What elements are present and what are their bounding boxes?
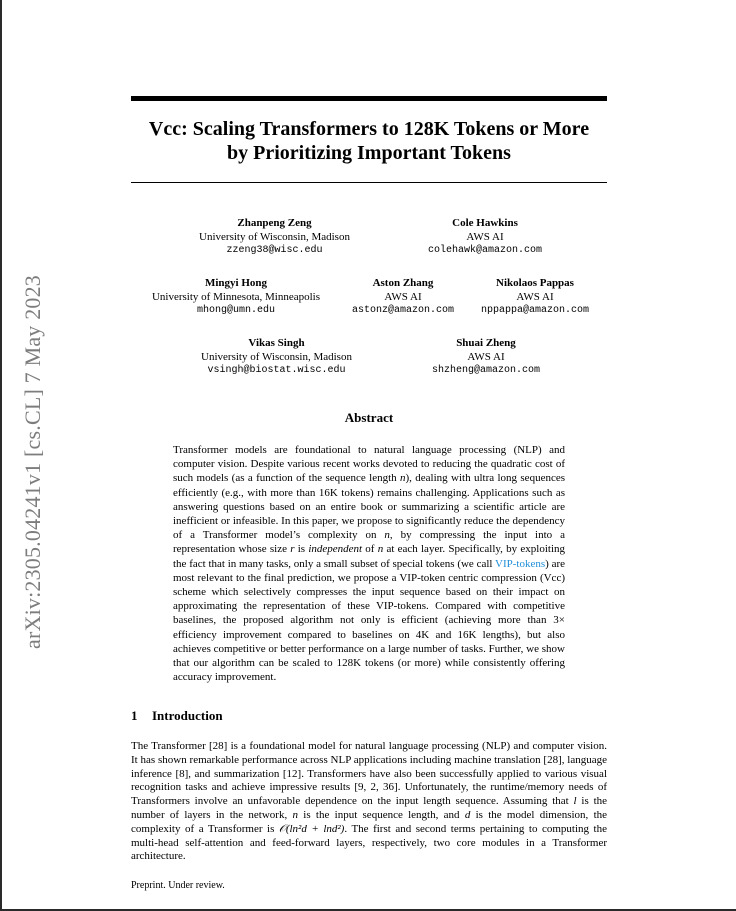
abstract-heading: Abstract bbox=[344, 410, 394, 425]
abstract-text-run: ), dealing with ultra long sequences efficiently (e.g., with more than 16K tokens) remains challenging. Applications such as answering questions based on an entire book or summarizing a scientific article are inefficient or infeasible. In this paper, we propose to significantly reduce the dependency of a Transformer model’s complexity on bbox=[173, 472, 565, 542]
author-affiliation: University of Wisconsin, Madison bbox=[199, 230, 350, 243]
author-name: Shuai Zheng bbox=[456, 337, 516, 349]
author-name: Aston Zhang bbox=[372, 277, 434, 289]
author-block bbox=[425, 337, 547, 378]
author-name: Zhanpeng Zeng bbox=[237, 217, 312, 229]
math-var-n: n bbox=[377, 543, 384, 556]
intro-text-run: is the number of layers in the network, bbox=[131, 795, 608, 821]
author-email[interactable]: astonz@amazon.com bbox=[351, 305, 455, 316]
author-email[interactable]: shzheng@amazon.com bbox=[431, 365, 541, 376]
complexity-formula: 𝒪(ln²d + lnd²) bbox=[278, 822, 345, 835]
intro-text-run: The Transformer [28] is a foundational model for natural language processing (NLP) and computer vision. It has shown remarkable performance across NLP applications including machine translation [28], language inference [8], and summarization [12]. Transformers have also been successfully applied to various visual recognition tasks and achieve impressive results [9, 2, 36]. Unfortunately, the runtime/memory needs of Transformers involve an unfavorable dependence on the input length sequence. Assuming that bbox=[131, 740, 607, 808]
section-title: Introduction bbox=[152, 708, 223, 723]
author-name: Nikolaos Pappas bbox=[496, 277, 574, 289]
title-line-2: by Prioritizing Important Tokens bbox=[227, 142, 511, 164]
preprint-footnote: Preprint. Under review. bbox=[131, 880, 225, 891]
math-var-n: n bbox=[400, 472, 406, 485]
abstract-text bbox=[173, 443, 565, 684]
abstract-text-run: ) are most relevant to the final prediction, we propose a VIP-token centric compression (Vcc) scheme which selectively compresses the input sequence based on their impact on approximating the representation of these VIP-tokens. Compared with competitive baselines, the proposed algorithm not only is efficient (achieving more than 3× efficiency improvement compared to baselines on 4K and 16K lengths), but also achieves competitive or better performance on a large number of tasks. Further, we show that our algorithm can be scaled to 128K tokens (or more) while consistently offering accuracy improvement. bbox=[173, 557, 565, 684]
author-block bbox=[193, 217, 356, 258]
emphasis-independent: independent bbox=[308, 543, 363, 556]
vip-tokens-link[interactable]: VIP-tokens bbox=[495, 557, 546, 570]
math-var-d: d bbox=[464, 808, 471, 821]
math-var-r: r bbox=[290, 543, 295, 556]
author-block bbox=[420, 217, 550, 258]
author-affiliation: AWS AI bbox=[466, 230, 504, 243]
intro-text-run: is the model dimension, the complexity of a Transformer is bbox=[131, 808, 608, 835]
introduction-text bbox=[131, 740, 607, 864]
abstract-text-run: is bbox=[294, 543, 309, 556]
author-affiliation: University of Wisconsin, Madison bbox=[201, 350, 352, 363]
math-var-n: n bbox=[384, 529, 390, 542]
intro-text-run: is the input sequence length, and bbox=[298, 808, 465, 821]
author-affiliation: AWS AI bbox=[516, 290, 554, 303]
abstract-text-run: at each layer. Specifically, by exploiting the fact that in many tasks, only a small subset of special tokens (we call bbox=[173, 543, 566, 570]
intro-text-run: . The first and second terms pertaining to computing the multi-head self-attention and feed-forward layers, respectively, two core modules in a Transformer architecture. bbox=[131, 822, 607, 863]
author-name: Mingyi Hong bbox=[204, 277, 268, 289]
author-block bbox=[345, 277, 461, 318]
title-line-1: Vcc: Scaling Transformers to 128K Tokens or More bbox=[148, 118, 590, 140]
abstract-text-run: Transformer models are foundational to natural language processing (NLP) and computer vision. Despite various recent works devoted to reducing the quadratic cost of such models (as a function of the sequence length bbox=[173, 444, 565, 485]
author-email[interactable]: vsingh@biostat.wisc.edu bbox=[207, 365, 346, 376]
page-border-left bbox=[0, 0, 2, 911]
section-heading-introduction bbox=[131, 708, 223, 724]
author-email[interactable]: mhong@umn.edu bbox=[196, 305, 275, 316]
abstract-text-run: , by compressing the input into a representation whose size bbox=[173, 529, 565, 556]
author-affiliation: University of Minnesota, Minneapolis bbox=[151, 290, 321, 303]
author-affiliation: AWS AI bbox=[384, 290, 422, 303]
author-block bbox=[144, 277, 328, 318]
title-rule-top bbox=[131, 96, 607, 101]
author-block bbox=[190, 337, 363, 378]
math-var-l: l bbox=[573, 795, 577, 808]
abstract-text-run: of bbox=[362, 543, 378, 556]
math-var-n: n bbox=[292, 808, 299, 821]
section-number: 1 bbox=[131, 708, 138, 723]
author-affiliation: AWS AI bbox=[467, 350, 505, 363]
arxiv-identifier[interactable]: arXiv:2305.04241v1 [cs.CL] 7 May 2023 bbox=[20, 274, 45, 650]
author-name: Vikas Singh bbox=[248, 337, 305, 349]
author-email[interactable]: zzeng38@wisc.edu bbox=[226, 245, 323, 256]
author-email[interactable]: nppappa@amazon.com bbox=[480, 305, 590, 316]
author-name: Cole Hawkins bbox=[452, 217, 518, 229]
title-rule-bottom bbox=[131, 182, 607, 183]
paper-title bbox=[131, 117, 607, 165]
author-email[interactable]: colehawk@amazon.com bbox=[427, 245, 543, 256]
author-block bbox=[474, 277, 596, 318]
